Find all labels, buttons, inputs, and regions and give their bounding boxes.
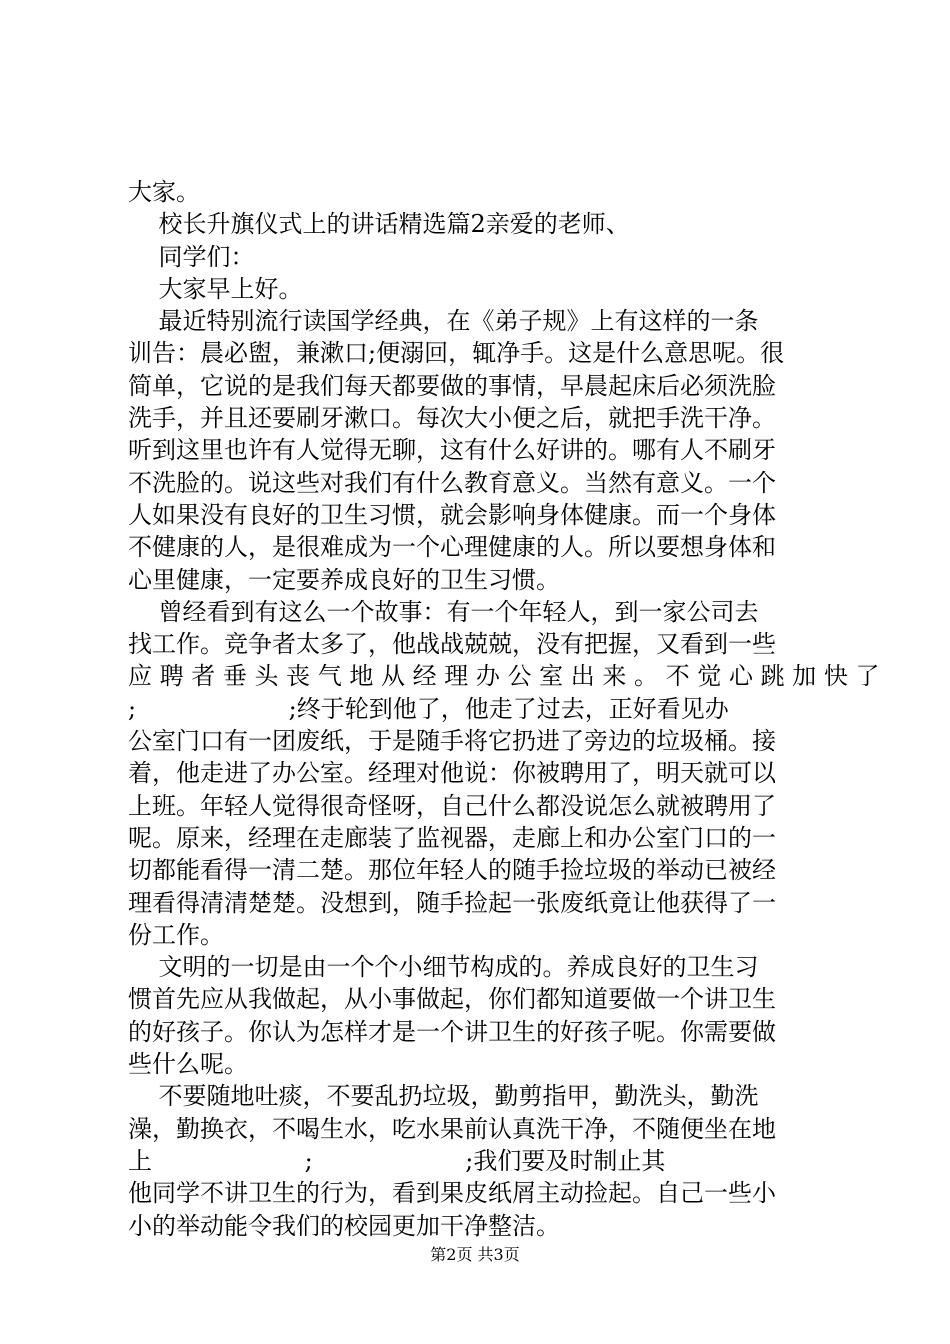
text-line: 切都能看得一清二楚。那位年轻人的随手捡垃圾的举动已被经	[128, 856, 776, 885]
text-line: 他同学不讲卫生的行为，看到果皮纸屑主动捡起。自己一些小	[128, 1179, 776, 1208]
text-line: 大家。	[128, 178, 200, 206]
text-line: 人如果没有良好的卫生习惯，就会影响身体健康。而一个身体	[128, 500, 776, 529]
text-line: 不健康的人，是很难成为一个心理健康的人。所以要想身体和	[128, 533, 776, 562]
document-body	[128, 176, 880, 1242]
text-line: 些什么呢。	[128, 1050, 248, 1079]
text-line: ; ;终于轮到他了，他走了过去，正好看见办	[128, 694, 729, 723]
text-line: 同学们：	[128, 242, 255, 271]
text-line: 训告：晨必盥，兼漱口;便溺回，辄净手。这是什么意思呢。很	[128, 339, 785, 368]
text-line: 不要随地吐痰，不要乱扔垃圾，勤剪指甲，勤洗头，勤洗	[128, 1082, 759, 1111]
text-line: 大家早上好。	[128, 274, 303, 303]
text-line: 上 ; ;我们要及时制止其	[128, 1146, 666, 1175]
page-footer: 第2页 共3页	[430, 1245, 520, 1264]
text-line: 的好孩子。你认为怎样才是一个讲卫生的好孩子呢。你需要做	[128, 1017, 776, 1046]
text-line: 校长升旗仪式上的讲话精选篇2亲爱的老师、	[128, 210, 630, 239]
text-line: 找工作。竞争者太多了，他战战兢兢，没有把握，又看到一些	[128, 630, 776, 659]
text-line: 听到这里也许有人觉得无聊，这有什么好讲的。哪有人不刷牙	[128, 436, 776, 465]
text-line: 简单，它说的是我们每天都要做的事情，早晨起床后必须洗脸	[128, 371, 776, 400]
text-line: 澡，勤换衣，不喝生水，吃水果前认真洗干净，不随便坐在地	[128, 1114, 776, 1143]
text-line: 惯首先应从我做起，从小事做起，你们都知道要做一个讲卫生	[128, 985, 776, 1014]
text-line: 最近特别流行读国学经典，在《弟子规》上有这样的一条	[128, 307, 759, 336]
text-line: 应 聘 者 垂 头 丧 气 地 从 经 理 办 公 室 出 来 。 不 觉 心 跳 加 快 了	[128, 662, 880, 691]
text-line: 理看得清清楚楚。没想到，随手捡起一张废纸竟让他获得了一	[128, 888, 776, 917]
text-line: 不洗脸的。说这些对我们有什么教育意义。当然有意义。一个	[128, 468, 776, 497]
text-line: 文明的一切是由一个个小细节构成的。养成良好的卫生习	[128, 953, 759, 982]
text-line: 心里健康，一定要养成良好的卫生习惯。	[128, 565, 560, 594]
text-line: 呢。原来，经理在走廊装了监视器，走廊上和办公室门口的一	[128, 823, 776, 852]
text-line: 洗手，并且还要刷牙漱口。每次大小便之后，就把手洗干净。	[128, 404, 776, 433]
text-line: 小的举动能令我们的校园更加干净整洁。	[128, 1211, 560, 1240]
text-line: 着，他走进了办公室。经理对他说：你被聘用了，明天就可以	[128, 759, 776, 788]
text-line: 上班。年轻人觉得很奇怪呀，自己什么都没说怎么就被聘用了	[128, 791, 776, 820]
text-line: 公室门口有一团废纸，于是随手将它扔进了旁边的垃圾桶。接	[128, 727, 776, 756]
text-line: 曾经看到有这么一个故事：有一个年轻人，到一家公司去	[128, 597, 759, 626]
text-line: 份工作。	[128, 920, 224, 949]
